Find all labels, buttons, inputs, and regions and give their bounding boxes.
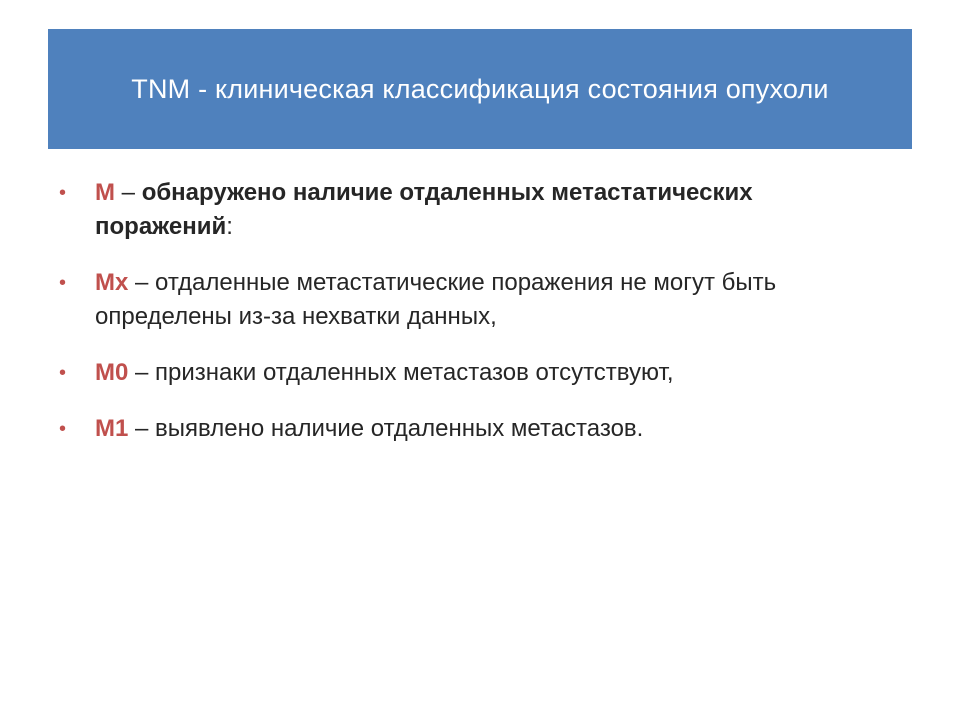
slide-title: TNM - клиническая классификация состояния опухоли xyxy=(131,73,829,104)
bullet-icon: • xyxy=(59,182,67,204)
bullet-text: выявлено наличие отдаленных метастазов. xyxy=(155,415,644,442)
bullet-text: обнаружено наличие отдаленных метастатических поражений xyxy=(95,179,753,240)
bullet-text: признаки отдаленных метастазов отсутствуют, xyxy=(155,359,674,386)
dash: – xyxy=(128,359,156,386)
bullet-item-m xyxy=(56,176,856,244)
dash: – xyxy=(128,269,156,296)
bullet-icon: • xyxy=(59,362,67,384)
term-label: M1 xyxy=(95,415,129,442)
bullet-text: отдаленные метастатические поражения не могут быть определены из-за нехватки данных, xyxy=(95,269,777,330)
bullet-item-mx xyxy=(56,266,856,334)
bullet-icon: • xyxy=(59,418,67,440)
bullet-item-m0 xyxy=(56,356,856,390)
term-label: M xyxy=(95,179,115,206)
dash: – xyxy=(128,415,156,442)
term-label: M0 xyxy=(95,359,129,386)
title-banner xyxy=(48,29,912,149)
suffix: : xyxy=(226,213,233,240)
bullet-item-m1 xyxy=(56,412,856,446)
bullet-icon: • xyxy=(59,272,67,294)
term-label: Mx xyxy=(95,269,129,296)
dash: – xyxy=(115,179,142,206)
bullet-list xyxy=(56,176,856,468)
